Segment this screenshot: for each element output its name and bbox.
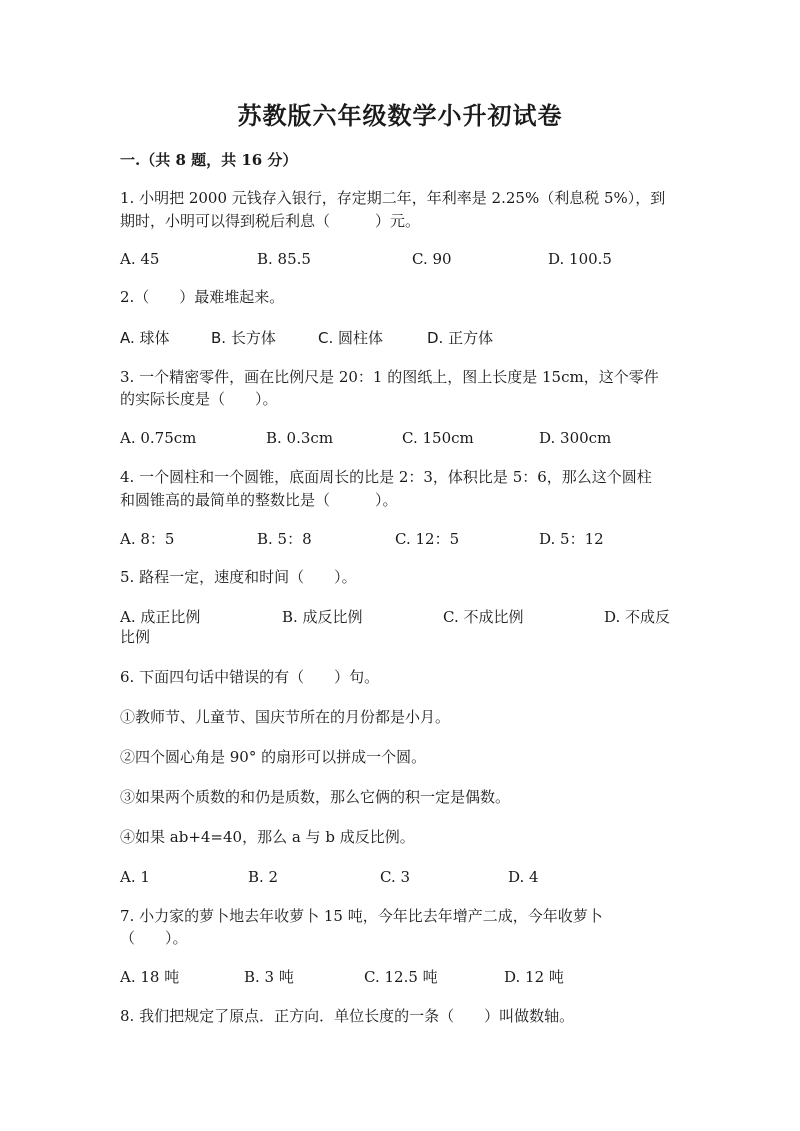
question-7-option-a: A. 18 吨 (120, 968, 180, 986)
question-5-line-1: 5. 路程一定，速度和时间（ ）。 (120, 568, 357, 586)
question-7-option-c: C. 12.5 吨 (364, 968, 438, 986)
question-6-option-b: B. 2 (248, 868, 279, 886)
question-1-option-b: B. 85.5 (257, 250, 311, 268)
question-7-option-d: D. 12 吨 (504, 968, 564, 986)
question-3-option-d: D. 300cm (539, 429, 612, 447)
section-heading: 一.（共 8 题，共 16 分） (120, 151, 298, 169)
question-5-option-d: D. 不成反 (604, 608, 671, 626)
question-8-line-1: 8. 我们把规定了原点．正方向．单位长度的一条（ ）叫做数轴。 (120, 1007, 575, 1025)
question-1-option-d: D. 100.5 (548, 250, 612, 268)
question-6-statement-1: ①教师节、儿童节、国庆节所在的月份都是小月。 (120, 708, 451, 726)
question-4-line-2: 和圆锥高的最简单的整数比是（ ）。 (120, 491, 398, 509)
question-4-option-c: C. 12：5 (395, 530, 460, 548)
question-4-option-a: A. 8：5 (120, 530, 175, 548)
question-5-option-d-wrap: 比例 (120, 628, 151, 646)
page-title: 苏教版六年级数学小升初试卷 (237, 101, 563, 130)
question-2-option-d: D. 正方体 (427, 329, 494, 347)
question-7-line-1: 7. 小力家的萝卜地去年收萝卜 15 吨，今年比去年增产二成，今年收萝卜 (120, 907, 603, 925)
question-4-line-1: 4. 一个圆柱和一个圆锥，底面周长的比是 2：3，体积比是 5：6，那么这个圆柱 (120, 468, 652, 486)
question-3-option-a: A. 0.75cm (120, 429, 197, 447)
question-1-option-a: A. 45 (120, 250, 160, 268)
question-3-line-1: 3. 一个精密零件，画在比例尺是 20：1 的图纸上，图上长度是 15cm，这个零件 (120, 368, 659, 386)
question-2-option-c: C. 圆柱体 (318, 329, 384, 347)
question-2-option-a: A. 球体 (120, 329, 170, 347)
question-1-option-c: C. 90 (412, 250, 452, 268)
question-6-option-a: A. 1 (120, 868, 150, 886)
question-6-statement-4: ④如果 ab+4=40，那么 a 与 b 成反比例。 (120, 828, 415, 846)
question-3-option-b: B. 0.3cm (266, 429, 334, 447)
question-1-line-2: 期时，小明可以得到税后利息（ ）元。 (120, 212, 421, 230)
question-5-option-a: A. 成正比例 (120, 608, 201, 626)
question-2-option-b: B. 长方体 (211, 329, 276, 347)
question-6-statement-2: ②四个圆心角是 90° 的扇形可以拼成一个圆。 (120, 748, 427, 766)
question-5-option-b: B. 成反比例 (282, 608, 363, 626)
question-4-option-d: D. 5：12 (539, 530, 604, 548)
question-7-line-2: （ ）。 (120, 929, 188, 947)
question-7-option-b: B. 3 吨 (244, 968, 294, 986)
question-3-line-2: 的实际长度是（ ）。 (120, 390, 278, 408)
question-6-line-1: 6. 下面四句话中错误的有（ ）句。 (120, 668, 380, 686)
question-6-option-c: C. 3 (380, 868, 411, 886)
question-1-line-1: 1. 小明把 2000 元钱存入银行，存定期二年，年利率是 2.25%（利息税 5%），到 (120, 189, 666, 207)
question-2-line-1: 2.（ ）最难堆起来。 (120, 288, 285, 306)
question-6-option-d: D. 4 (508, 868, 539, 886)
question-4-option-b: B. 5：8 (257, 530, 312, 548)
question-5-option-c: C. 不成比例 (443, 608, 524, 626)
question-6-statement-3: ③如果两个质数的和仍是质数，那么它俩的积一定是偶数。 (120, 788, 511, 806)
question-3-option-c: C. 150cm (402, 429, 474, 447)
